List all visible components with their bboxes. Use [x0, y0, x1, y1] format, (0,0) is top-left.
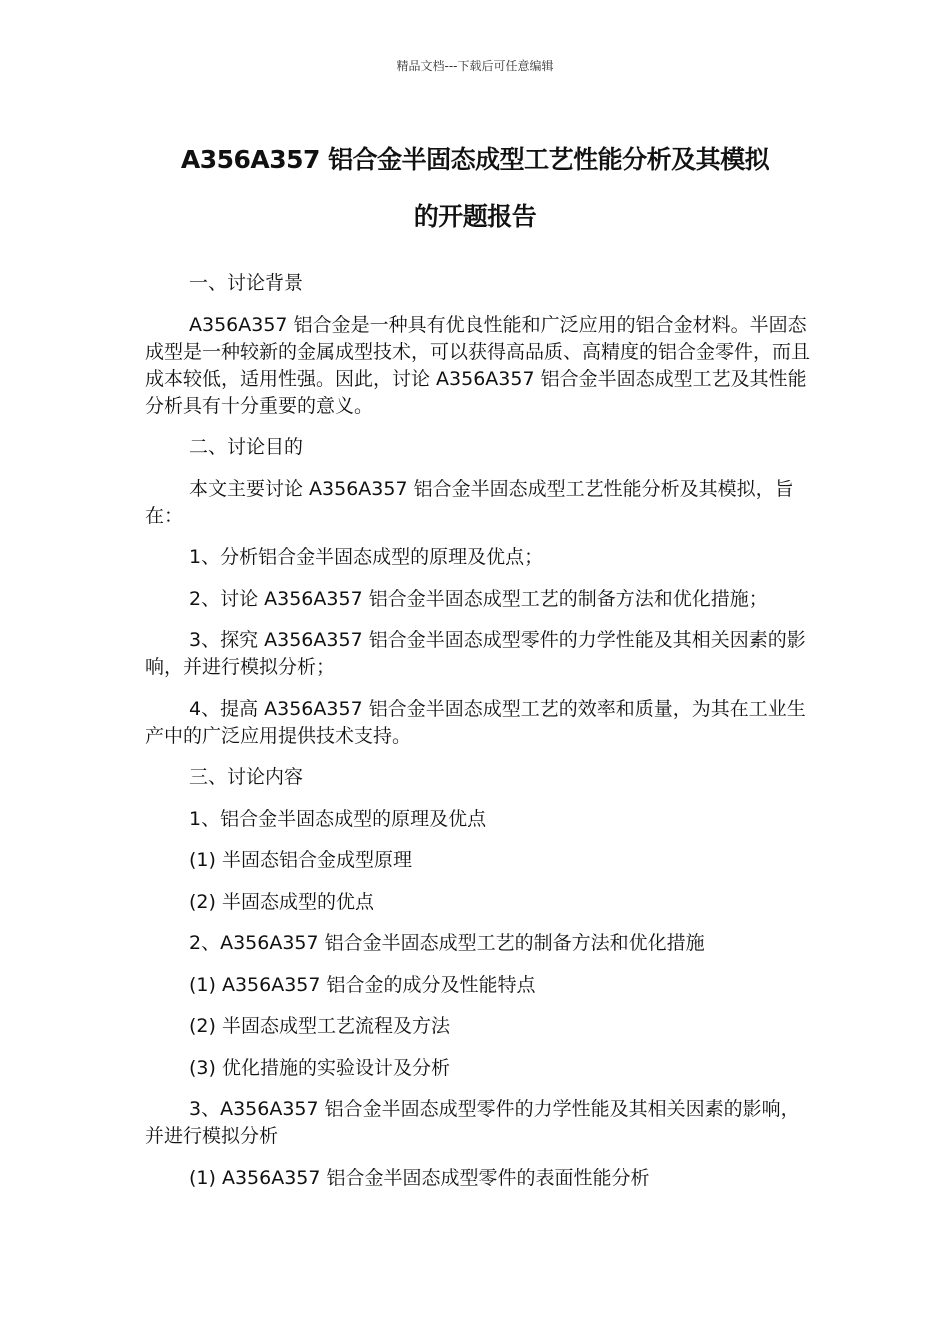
section-heading-content: 三、讨论内容: [189, 766, 304, 788]
paragraph-background: A356A357 铝合金是一种具有优良性能和广泛应用的铝合金材料。半固态成型是一种较新的金属成型技术，可以获得高品质、高精度的铝合金零件，而且成本较低，适用性强。因此，讨论 A356A357 铝合金半固态成型工艺及其性能分析具有十分重要的意义。: [145, 313, 811, 417]
document-title-line-2: 的开题报告: [413, 202, 537, 231]
purpose-item-3: 3、探究 A356A357 铝合金半固态成型零件的力学性能及其相关因素的影响，并进行模拟分析；: [145, 629, 806, 678]
purpose-item-2: 2、讨论 A356A357 铝合金半固态成型工艺的制备方法和优化措施；: [189, 587, 768, 610]
content-item-3: 3、A356A357 铝合金半固态成型零件的力学性能及其相关因素的影响，并进行模拟分析: [145, 1098, 800, 1147]
document-title-line-1: A356A357 铝合金半固态成型工艺性能分析及其模拟: [180, 145, 770, 174]
content-subitem-2-1: (1) A356A357 铝合金的成分及性能特点: [189, 973, 536, 996]
purpose-item-4: 4、提高 A356A357 铝合金半固态成型工艺的效率和质量，为其在工业生产中的广泛应用提供技术支持。: [145, 697, 806, 747]
content-item-2: 2、A356A357 铝合金半固态成型工艺的制备方法和优化措施: [189, 932, 705, 954]
content-item-1: 1、铝合金半固态成型的原理及优点: [189, 807, 487, 830]
page-header: 精品文档---下载后可任意编辑: [396, 59, 554, 73]
purpose-item-1: 1、分析铝合金半固态成型的原理及优点；: [189, 546, 544, 568]
section-heading-background: 一、讨论背景: [189, 272, 304, 294]
paragraph-purpose: 本文主要讨论 A356A357 铝合金半固态成型工艺性能分析及其模拟，旨在：: [145, 477, 794, 527]
content-subitem-1-1: (1) 半固态铝合金成型原理: [189, 849, 412, 871]
content-subitem-2-2: (2) 半固态成型工艺流程及方法: [189, 1015, 450, 1037]
content-subitem-2-3: (3) 优化措施的实验设计及分析: [189, 1056, 450, 1079]
content-subitem-3-1: (1) A356A357 铝合金半固态成型零件的表面性能分析: [189, 1166, 650, 1189]
section-heading-purpose: 二、讨论目的: [189, 436, 304, 458]
content-subitem-1-2: (2) 半固态成型的优点: [189, 890, 374, 913]
document-body: [145, 270, 815, 1206]
